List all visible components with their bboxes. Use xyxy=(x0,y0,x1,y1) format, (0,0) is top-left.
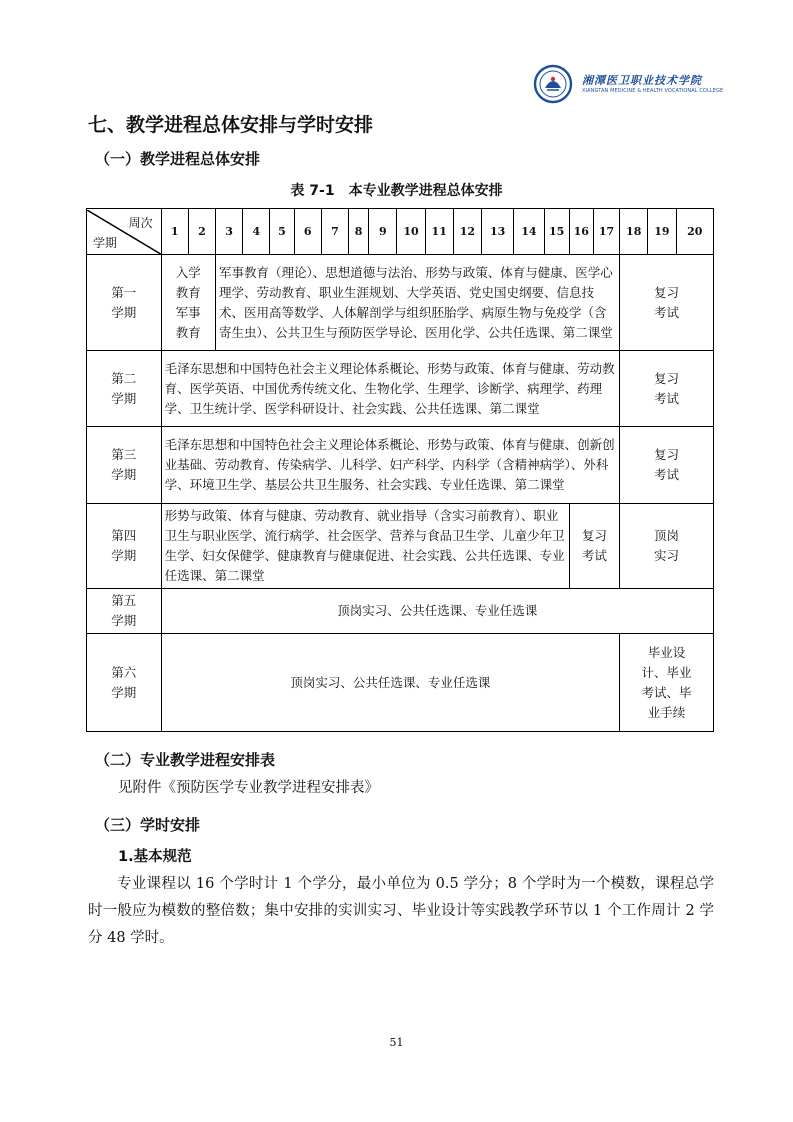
week-header: 14 xyxy=(514,209,544,255)
basic-rules-heading: 1.基本规范 xyxy=(118,849,192,865)
week-header: 4 xyxy=(243,209,270,255)
graduation-cell: 毕业设计、毕业考试、毕业手续 xyxy=(620,634,714,732)
week-header: 20 xyxy=(676,209,713,255)
logo-name-en: XIANGTAN MEDICINE & HEALTH VOCATIONAL COLLEGE xyxy=(582,88,724,94)
week-header: 7 xyxy=(321,209,348,255)
term-cell: 第五学期 xyxy=(87,589,162,634)
table-row xyxy=(87,504,714,589)
entry-education-cell: 入学教育军事教育 xyxy=(161,255,215,351)
internship-cell: 顶岗实习 xyxy=(620,504,714,589)
review-exam-cell: 复习考试 xyxy=(569,504,619,589)
table-row xyxy=(87,427,714,504)
college-emblem-icon xyxy=(527,64,579,104)
subsection-title-2: （二）专业教学进程安排表 xyxy=(95,751,276,769)
week-header: 12 xyxy=(453,209,481,255)
week-header: 11 xyxy=(425,209,453,255)
week-header: 19 xyxy=(648,209,676,255)
term-cell: 第一学期 xyxy=(87,255,162,351)
courses-cell: 顶岗实习、公共任选课、专业任选课 xyxy=(161,634,620,732)
week-header: 17 xyxy=(593,209,619,255)
week-header: 6 xyxy=(294,209,321,255)
section-title: 七、教学进程总体安排与学时安排 xyxy=(88,114,374,136)
term-cell: 第三学期 xyxy=(87,427,162,504)
subsection-title-1: （一）教学进程总体安排 xyxy=(95,150,261,168)
courses-cell: 军事教育（理论）、思想道德与法治、形势与政策、体育与健康、医学心理学、劳动教育、职业生涯规划、大学英语、党史国史纲要、信息技术、医用高等数学、人体解剖学与组织胚胎学、病原生物与免疫学（含寄生虫）、公共卫生与预防医学导论、医用化学、公共任选课、第二课堂 xyxy=(216,255,620,351)
corner-term-label: 学期 xyxy=(93,235,118,250)
table-row xyxy=(87,589,714,634)
review-exam-cell: 复习考试 xyxy=(620,255,714,351)
courses-cell: 顶岗实习、公共任选课、专业任选课 xyxy=(161,589,713,634)
review-exam-cell: 复习考试 xyxy=(620,427,714,504)
week-header: 15 xyxy=(544,209,569,255)
term-cell: 第六学期 xyxy=(87,634,162,732)
week-header: 18 xyxy=(620,209,648,255)
review-exam-cell: 复习考试 xyxy=(620,351,714,427)
week-header: 13 xyxy=(482,209,514,255)
week-header: 1 xyxy=(161,209,188,255)
page-number: 51 xyxy=(389,1036,404,1049)
appendix-reference: 见附件《预防医学专业教学进程安排表》 xyxy=(118,780,379,796)
courses-cell: 形势与政策、体育与健康、劳动教育、就业指导（含实习前教育）、职业卫生与职业医学、流行病学、社会医学、营养与食品卫生学、儿童少年卫生学、妇女保健学、健康教育与健康促进、社会实践、公共任选课、专业任选课、第二课堂 xyxy=(161,504,569,589)
table-row xyxy=(87,351,714,427)
table-caption: 表 7-1 本专业教学进程总体安排 xyxy=(290,183,503,199)
credit-hours-paragraph: 专业课程以 16 个学时计 1 个学分，最小单位为 0.5 学分；8 个学时为一个模数，课程总学时一般应为模数的整倍数；集中安排的实训实习、毕业设计等实践教学环节以 1 个工作周计 2 学分 48 学时。 xyxy=(88,876,714,946)
week-header: 2 xyxy=(188,209,215,255)
term-cell: 第二学期 xyxy=(87,351,162,427)
subsection-title-3: （三）学时安排 xyxy=(95,816,201,834)
table-row xyxy=(87,634,714,732)
week-header: 5 xyxy=(270,209,294,255)
logo-name-cn: 湘潭医卫职业技术学院 xyxy=(582,74,702,87)
table-header-row xyxy=(87,209,714,255)
term-cell: 第四学期 xyxy=(87,504,162,589)
schedule-table xyxy=(86,208,714,732)
week-header: 16 xyxy=(569,209,593,255)
courses-cell: 毛泽东思想和中国特色社会主义理论体系概论、形势与政策、体育与健康、劳动教育、医学英语、中国优秀传统文化、生物化学、生理学、诊断学、病理学、药理学、卫生统计学、医学科研设计、社会实践、公共任选课、第二课堂 xyxy=(161,351,620,427)
courses-cell: 毛泽东思想和中国特色社会主义理论体系概论、形势与政策、体育与健康、创新创业基础、劳动教育、传染病学、儿科学、妇产科学、内科学（含精神病学）、外科学、环境卫生学、基层公共卫生服务、社会实践、专业任选课、第二课堂 xyxy=(161,427,620,504)
week-header: 9 xyxy=(369,209,397,255)
corner-cell xyxy=(87,209,162,255)
corner-week-label: 周次 xyxy=(128,215,153,230)
week-header: 8 xyxy=(349,209,369,255)
week-header: 3 xyxy=(216,209,243,255)
table-row xyxy=(87,255,714,351)
week-header: 10 xyxy=(397,209,425,255)
